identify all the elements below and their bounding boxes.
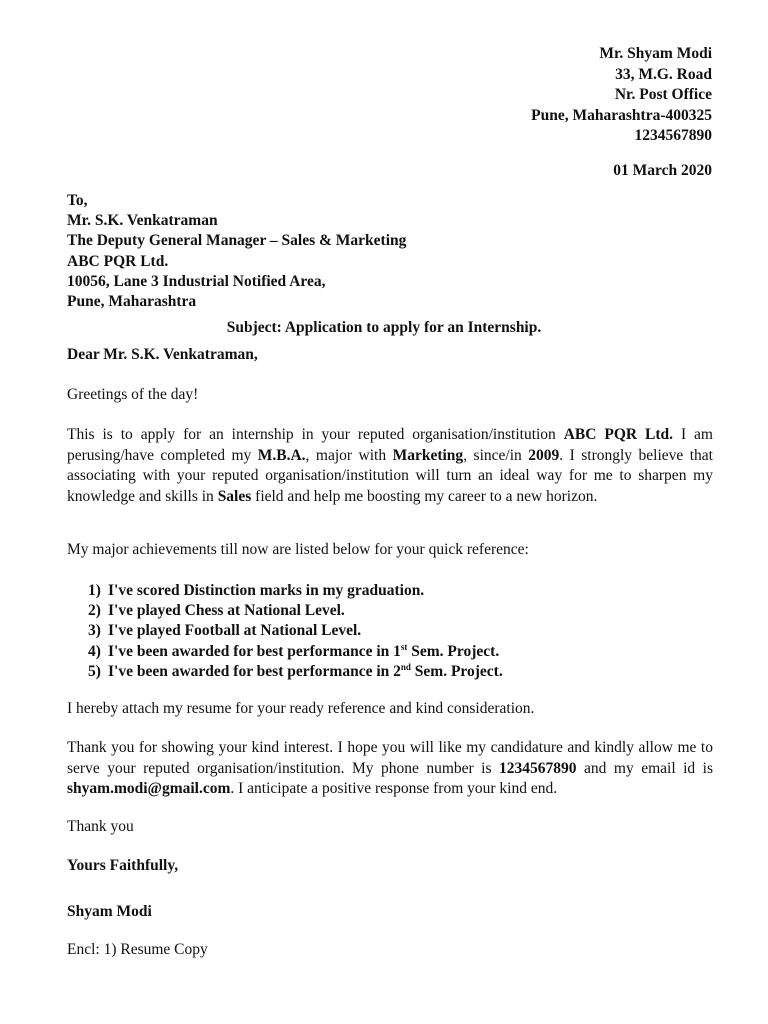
- recipient-name: Mr. S.K. Venkatraman: [67, 212, 218, 230]
- text-segment: field and help me boosting my career to a new horizon.: [251, 487, 598, 505]
- list-text: Sem. Project.: [407, 642, 500, 660]
- sender-address-line2: Nr. Post Office: [614, 86, 712, 103]
- achievements-list: [88, 581, 503, 682]
- recipient-city: Pune, Maharashtra: [67, 293, 197, 311]
- list-number: 2): [88, 602, 101, 620]
- recipient-to: To,: [67, 192, 88, 209]
- sender-address-line1: 33, M.G. Road: [615, 65, 712, 83]
- field: Sales: [217, 487, 252, 505]
- list-number: 4): [88, 642, 101, 660]
- text-segment: I am perusing/have completed my: [67, 426, 713, 464]
- text-segment: . I strongly believe that associating with your reputed organisation/institution will turn an ideal way for me to sharpen my knowledge and skills in: [67, 446, 713, 505]
- thanks-line: Thank you: [67, 818, 134, 835]
- body-paragraph-1: [67, 425, 713, 507]
- list-text: I've played Chess at National Level.: [108, 602, 345, 620]
- signature-name: Shyam Modi: [67, 903, 152, 920]
- year: 2009: [528, 446, 560, 464]
- recipient-company: ABC PQR Ltd.: [67, 252, 169, 270]
- list-number: 5): [88, 662, 101, 680]
- sender-name: Mr. Shyam Modi: [599, 45, 712, 62]
- list-item: [88, 642, 503, 662]
- text-segment: and my email id is: [576, 759, 713, 777]
- text-segment: , major with: [305, 446, 393, 464]
- greeting: Greetings of the day!: [67, 386, 199, 403]
- list-text: Sem. Project.: [410, 662, 503, 680]
- recipient-street: 10056, Lane 3 Industrial Notified Area,: [67, 272, 326, 290]
- letter-subject: Subject: Application to apply for an Internship.: [226, 319, 542, 336]
- list-text: I've been awarded for best performance in 2: [108, 662, 401, 680]
- sender-phone: 1234567890: [634, 127, 712, 144]
- closing: Yours Faithfully,: [67, 857, 179, 874]
- text-segment: This is to apply for an internship in your reputed organisation/institution: [67, 426, 564, 443]
- text-segment: . I anticipate a positive response from your kind end.: [230, 780, 558, 797]
- phone-number: 1234567890: [499, 759, 577, 777]
- list-item: [88, 621, 503, 641]
- body-paragraph-2: [67, 738, 713, 800]
- list-item: [88, 601, 503, 621]
- salutation: Dear Mr. S.K. Venkatraman,: [67, 346, 258, 363]
- ordinal-suffix: st: [400, 641, 408, 652]
- sender-city: Pune, Maharashtra-400325: [531, 106, 712, 124]
- list-number: 3): [88, 622, 101, 640]
- list-number: 1): [88, 582, 101, 599]
- text-segment: , since/in: [463, 446, 529, 464]
- recipient-address: [67, 191, 406, 312]
- major: Marketing: [392, 446, 464, 464]
- achievements-intro: My major achievements till now are listed below for your quick reference:: [67, 541, 529, 558]
- list-text: I've scored Distinction marks in my graduation.: [108, 582, 425, 599]
- letter-date: 01 March 2020: [613, 162, 712, 179]
- attachment-line: I hereby attach my resume for your ready reference and kind consideration.: [67, 700, 535, 717]
- company-name: ABC PQR Ltd.: [563, 426, 674, 443]
- ordinal-suffix: nd: [400, 661, 411, 672]
- sender-address: [531, 44, 712, 147]
- list-text: I've been awarded for best performance in 1: [108, 642, 401, 660]
- text-segment: Thank you for showing your kind interest. I hope you will like my candidature and kindly allow me to serve your reputed organisation/institution. My phone number is: [67, 739, 713, 777]
- list-item: [88, 662, 503, 682]
- recipient-designation: The Deputy General Manager – Sales & Marketing: [67, 232, 407, 250]
- enclosure: Encl: 1) Resume Copy: [67, 941, 208, 958]
- degree: M.B.A.: [257, 446, 306, 464]
- email-address: shyam.modi@gmail.com: [67, 780, 231, 797]
- list-item: [88, 581, 503, 601]
- list-text: I've played Football at National Level.: [108, 622, 362, 640]
